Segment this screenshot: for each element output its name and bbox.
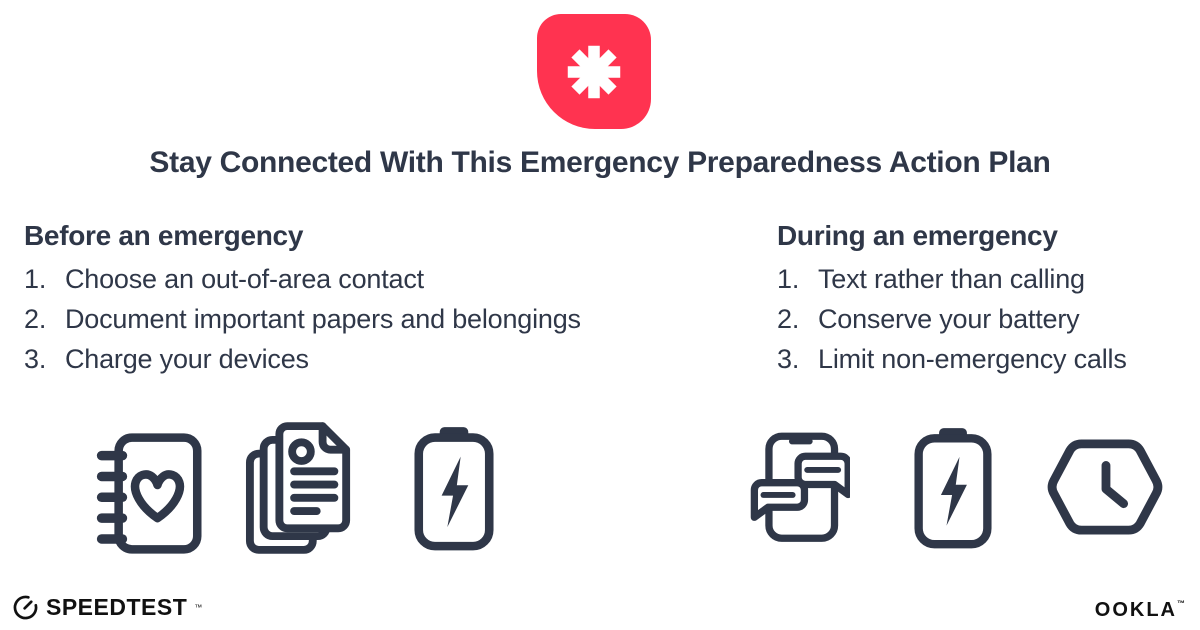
list-item <box>777 339 1127 379</box>
list-number: 3. <box>24 344 47 374</box>
important-documents-icon <box>245 421 355 555</box>
gauge-icon <box>12 594 39 621</box>
trademark-mark: ™ <box>1177 599 1187 608</box>
phone-messages-icon <box>748 427 850 542</box>
list-number: 3. <box>777 344 800 374</box>
during-emergency-column <box>777 220 1127 379</box>
asterisk-icon <box>562 40 626 104</box>
list-text: Document important papers and belongings <box>65 304 581 334</box>
trademark-mark: ™ <box>194 602 203 612</box>
list-item <box>24 299 581 339</box>
page-title: Stay Connected With This Emergency Preparedness Action Plan <box>149 146 1051 179</box>
battery-charge-icon <box>414 427 494 551</box>
speedtest-logo <box>12 594 202 621</box>
ookla-logo <box>1095 599 1187 621</box>
speedtest-wordmark: SPEEDTEST <box>46 594 188 620</box>
during-heading: During an emergency <box>777 220 1058 251</box>
list-text: Conserve your battery <box>818 304 1080 334</box>
list-number: 2. <box>24 304 47 334</box>
battery-charge-icon <box>914 428 992 549</box>
list-number: 1. <box>24 264 47 294</box>
list-text: Text rather than calling <box>818 264 1085 294</box>
clock-hexagon-icon <box>1046 438 1164 536</box>
list-text: Limit non-emergency calls <box>818 344 1127 374</box>
list-item <box>777 259 1127 299</box>
list-number: 2. <box>777 304 800 334</box>
list-number: 1. <box>777 264 800 294</box>
before-heading: Before an emergency <box>24 220 304 251</box>
list-item <box>24 339 581 379</box>
contact-book-icon <box>93 431 203 556</box>
emergency-badge <box>537 14 651 129</box>
list-text: Charge your devices <box>65 344 309 374</box>
ookla-wordmark: OOKLA <box>1094 599 1177 621</box>
list-item <box>24 259 581 299</box>
list-text: Choose an out-of-area contact <box>65 264 424 294</box>
list-item <box>777 299 1127 339</box>
before-emergency-column <box>24 220 581 379</box>
